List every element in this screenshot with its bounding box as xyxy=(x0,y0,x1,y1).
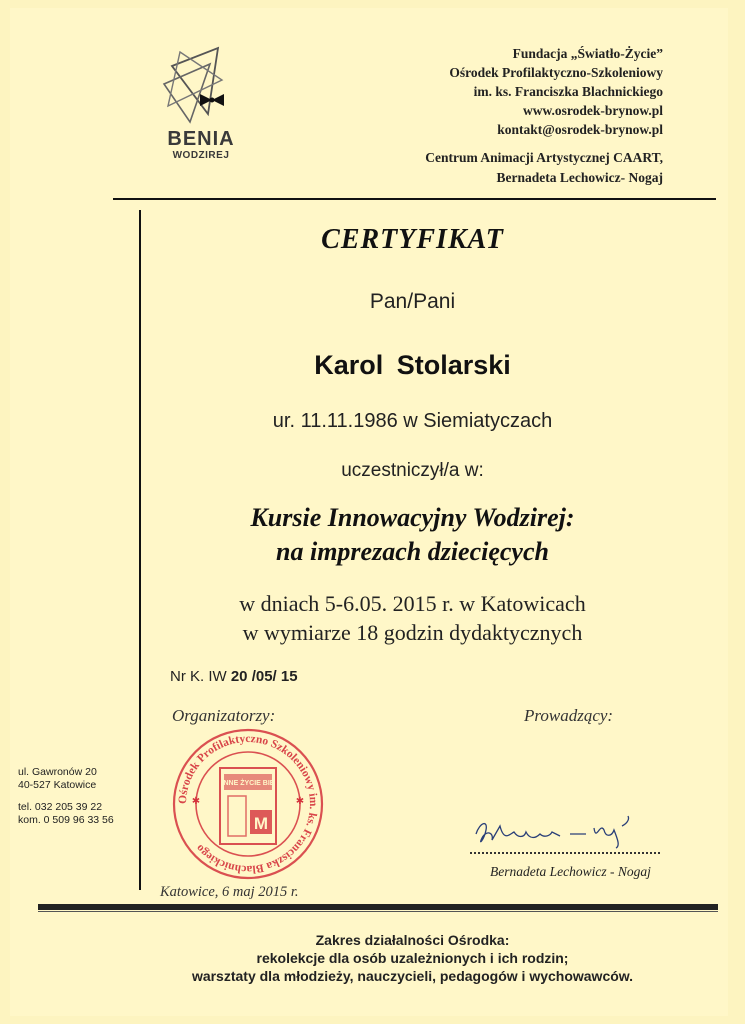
logo-triangles-icon xyxy=(160,44,240,128)
course-hours: w wymiarze 18 godzin dydaktycznych xyxy=(242,620,583,645)
partner-line-center: Centrum Animacji Artystycznej CAART, xyxy=(425,150,663,165)
certificate-number-value: 20 /05/ 15 xyxy=(230,668,298,685)
address-city: 40-527 Katowice xyxy=(18,779,97,791)
certificate-number-prefix: Nr K. IW xyxy=(170,668,227,685)
svg-text:✱: ✱ xyxy=(191,796,201,807)
header-line-foundation: Fundacja „Światło-Życie” xyxy=(512,46,663,61)
salutation: Pan/Pani xyxy=(369,290,456,313)
place-and-date: Katowice, 6 maj 2015 r. xyxy=(160,884,299,900)
header-divider xyxy=(113,198,716,200)
birth-info: ur. 11.11.1986 w Siemiatyczach xyxy=(272,410,553,432)
organizers-label: Organizatorzy: xyxy=(172,706,276,725)
phone-mobile: kom. 0 509 96 33 56 xyxy=(18,814,114,826)
partner-line-person: Bernadeta Lechowicz- Nogaj xyxy=(496,169,663,185)
footer-line-scope: Zakres działalności Ośrodka: xyxy=(315,932,510,948)
course-title-line2: na imprezach dziecięcych xyxy=(276,537,549,566)
round-stamp-icon xyxy=(168,724,328,884)
header-email-link[interactable]: kontakt@osrodek-brynow.pl xyxy=(497,122,663,137)
stamp-ring-text: Ośrodek Profilaktyczno Szkoleniowy im. ks. Franciszka Blachnickiego xyxy=(176,732,320,876)
benia-wodzirej-logo xyxy=(160,44,240,164)
participation-label: uczestniczył/a w: xyxy=(341,460,484,481)
footer-line-retreats: rekolekcje dla osób uzależnionych i ich rodzin; xyxy=(256,950,569,966)
handwritten-signature-icon xyxy=(470,812,660,852)
leader-label: Prowadzący: xyxy=(524,706,614,725)
footer-divider xyxy=(38,904,718,910)
course-dates: w dniach 5-6.05. 2015 r. w Katowicach xyxy=(239,591,586,616)
logo-subtitle: WODZIREJ xyxy=(172,150,230,161)
address-street: ul. Gawronów 20 xyxy=(18,766,97,778)
header-line-patron: im. ks. Franciszka Blachnickiego xyxy=(473,84,663,99)
header-line-center: Ośrodek Profilaktyczno-Szkoleniowy xyxy=(449,65,663,80)
recipient-name: Karol Stolarski xyxy=(314,350,511,380)
foundation-header xyxy=(449,44,663,139)
address-block xyxy=(18,766,114,827)
certificate-title: CERTYFIKAT xyxy=(321,224,504,255)
phone-landline: tel. 032 205 39 22 xyxy=(18,801,103,813)
organization-stamp xyxy=(168,724,328,884)
stamp-inner-text: INNE ŻYCIE BIE xyxy=(221,780,275,787)
leader-name: Bernadeta Lechowicz - Nogaj xyxy=(490,864,651,879)
course-title-line1: Kursie Innowacyjny Wodzirej: xyxy=(250,503,575,532)
signature-line xyxy=(470,848,660,854)
logo-title: BENIA xyxy=(167,128,235,150)
svg-text:✱: ✱ xyxy=(295,796,305,807)
footer-divider-thin xyxy=(38,911,718,912)
footer-line-workshops: warsztaty dla młodzieży, nauczycieli, pedagogów i wychowawców. xyxy=(191,968,634,984)
certificate-number xyxy=(170,668,298,685)
stamp-letter: M xyxy=(253,814,269,833)
header-website-link[interactable]: www.osrodek-brynow.pl xyxy=(522,103,663,118)
partner-header xyxy=(425,148,663,187)
